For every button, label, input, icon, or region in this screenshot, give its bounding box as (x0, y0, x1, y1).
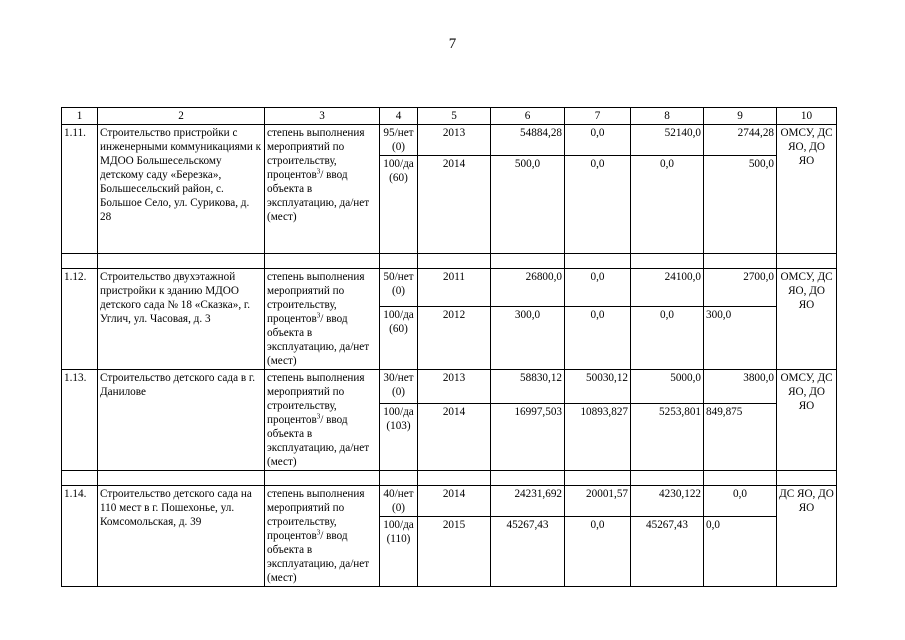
amount-cell: 2744,28 (704, 125, 777, 156)
amount-cell: 0,0 (704, 517, 777, 587)
header-cell: 4 (380, 108, 418, 125)
page-number: 7 (448, 36, 457, 52)
amount-cell: 54884,28 (491, 125, 565, 156)
executor-cell: ОМСУ, ДС ЯО, ДО ЯО (777, 370, 837, 471)
row-number: 1.12. (62, 269, 98, 370)
year-cell: 2014 (418, 156, 491, 254)
amount-cell: 4230,122 (631, 486, 704, 517)
amount-cell: 24100,0 (631, 269, 704, 307)
header-cell: 6 (491, 108, 565, 125)
indicator-value: 100/да (110) (380, 517, 418, 587)
indicator-value: 40/нет (0) (380, 486, 418, 517)
table-row (62, 486, 837, 517)
header-cell: 9 (704, 108, 777, 125)
row-number: 1.13. (62, 370, 98, 471)
amount-cell: 10893,827 (565, 403, 631, 470)
indicator-value: 100/да (103) (380, 403, 418, 470)
indicator-value: 100/да (60) (380, 156, 418, 254)
amount-cell: 3800,0 (704, 370, 777, 404)
header-cell: 3 (265, 108, 380, 125)
year-cell: 2014 (418, 403, 491, 470)
year-cell: 2015 (418, 517, 491, 587)
amount-cell: 26800,0 (491, 269, 565, 307)
amount-cell: 0,0 (631, 307, 704, 370)
amount-cell: 0,0 (631, 156, 704, 254)
header-cell: 7 (565, 108, 631, 125)
header-cell: 8 (631, 108, 704, 125)
indicator-text: степень выполнения мероприятий по строительству, процентов$^3$/ ввод объекта в эксплуатацию, да/нет (мест) (265, 269, 380, 370)
indicator-text: степень выполнения мероприятий по строительству, процентов$^3$/ ввод объекта в эксплуатацию, да/нет (мест) (265, 486, 380, 587)
amount-cell: 300,0 (491, 307, 565, 370)
indicator-text: степень выполнения мероприятий по строительству, процентов$^3$/ ввод объекта в эксплуатацию, да/нет (мест) (265, 125, 380, 254)
object-name: Строительство детского сада на 110 мест в г. Пошехонье, ул. Комсомольская, д. 39 (98, 486, 265, 587)
object-name: Строительство пристройки с инженерными коммуникациями к МДОО Большесельскому детскому саду «Березка», Большесельский район, с. Большое Село, ул. Сурикова, д. 28 (98, 125, 265, 254)
indicator-value: 95/нет (0) (380, 125, 418, 156)
amount-cell: 300,0 (704, 307, 777, 370)
executor-cell: ДС ЯО, ДО ЯО (777, 486, 837, 587)
amount-cell: 0,0 (565, 517, 631, 587)
table-row (62, 269, 837, 307)
amount-cell: 52140,0 (631, 125, 704, 156)
executor-cell: ОМСУ, ДС ЯО, ДО ЯО (777, 269, 837, 370)
amount-cell: 50030,12 (565, 370, 631, 404)
object-name: Строительство детского сада в г. Данилове (98, 370, 265, 471)
amount-cell: 0,0 (704, 486, 777, 517)
amount-cell: 24231,692 (491, 486, 565, 517)
amount-cell: 0,0 (565, 125, 631, 156)
amount-cell: 0,0 (565, 156, 631, 254)
header-cell: 10 (777, 108, 837, 125)
table-row (62, 125, 837, 156)
amount-cell: 0,0 (565, 269, 631, 307)
indicator-text: степень выполнения мероприятий по строительству, процентов$^3$/ ввод объекта в эксплуатацию, да/нет (мест) (265, 370, 380, 471)
amount-cell: 16997,503 (491, 403, 565, 470)
indicator-value: 100/да (60) (380, 307, 418, 370)
table-row (62, 370, 837, 404)
amount-cell: 45267,43 (491, 517, 565, 587)
amount-cell: 45267,43 (631, 517, 704, 587)
header-cell: 5 (418, 108, 491, 125)
amount-cell: 5000,0 (631, 370, 704, 404)
year-cell: 2014 (418, 486, 491, 517)
year-cell: 2012 (418, 307, 491, 370)
header-cell: 1 (62, 108, 98, 125)
amount-cell: 0,0 (565, 307, 631, 370)
program-table (61, 107, 837, 587)
header-row (62, 108, 837, 125)
object-name: Строительство двухэтажной пристройки к зданию МДОО детского сада № 18 «Сказка», г. Углич, ул. Часовая, д. 3 (98, 269, 265, 370)
year-cell: 2011 (418, 269, 491, 307)
spacer-row (62, 254, 837, 269)
year-cell: 2013 (418, 370, 491, 404)
year-cell: 2013 (418, 125, 491, 156)
indicator-value: 50/нет (0) (380, 269, 418, 307)
row-number: 1.14. (62, 486, 98, 587)
header-cell: 2 (98, 108, 265, 125)
amount-cell: 2700,0 (704, 269, 777, 307)
spacer-row (62, 471, 837, 486)
amount-cell: 5253,801 (631, 403, 704, 470)
amount-cell: 20001,57 (565, 486, 631, 517)
indicator-value: 30/нет (0) (380, 370, 418, 404)
executor-cell: ОМСУ, ДС ЯО, ДО ЯО (777, 125, 837, 254)
amount-cell: 58830,12 (491, 370, 565, 404)
amount-cell: 849,875 (704, 403, 777, 470)
amount-cell: 500,0 (491, 156, 565, 254)
row-number: 1.11. (62, 125, 98, 254)
amount-cell: 500,0 (704, 156, 777, 254)
